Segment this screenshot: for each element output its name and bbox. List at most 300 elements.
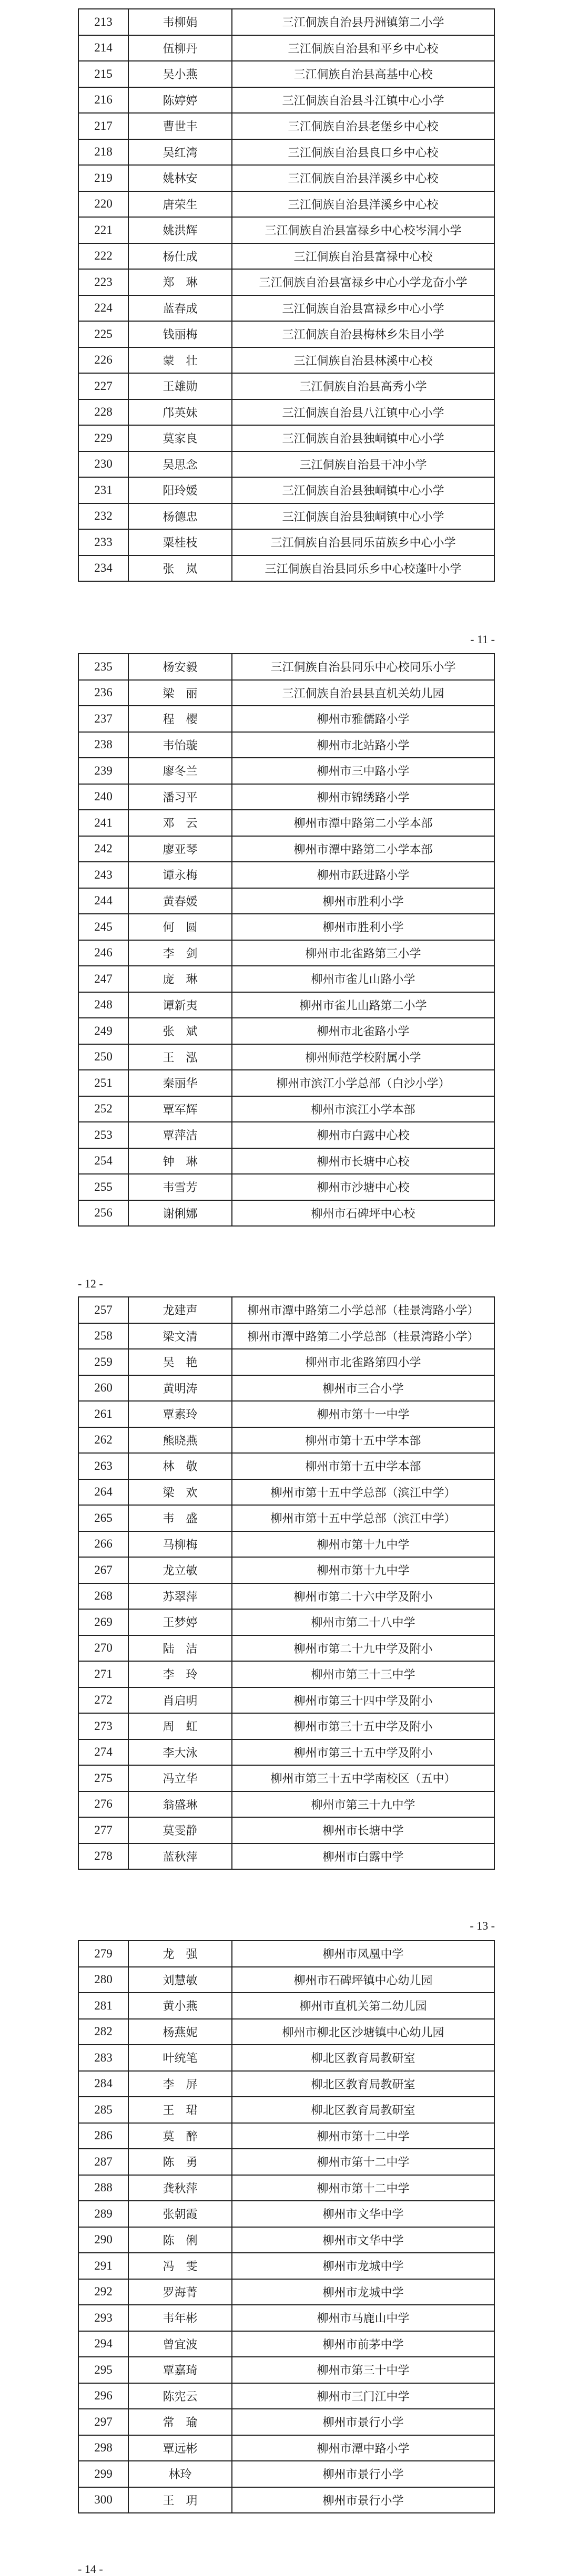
- row-number: 242: [78, 836, 128, 862]
- teacher-name: 覃萍洁: [128, 1122, 232, 1148]
- row-number: 227: [78, 373, 128, 399]
- school-name: 柳北区教育局教研室: [232, 2071, 494, 2097]
- table-row: [78, 1401, 494, 1427]
- school-name: 柳州市胜利小学: [232, 888, 494, 914]
- row-number: 233: [78, 529, 128, 555]
- teacher-name: 黄春媛: [128, 888, 232, 914]
- row-number: 226: [78, 347, 128, 374]
- teacher-name: 蓝秋萍: [128, 1843, 232, 1870]
- teacher-name: 王雄勋: [128, 373, 232, 399]
- teacher-name: 唐荣生: [128, 191, 232, 218]
- school-name: 三江侗族自治县高秀小学: [232, 373, 494, 399]
- school-name: 柳州师范学校附属小学: [232, 1044, 494, 1070]
- table-row: [78, 2331, 494, 2357]
- table-row: [78, 2253, 494, 2279]
- school-name: 柳州市第二十九中学及附小: [232, 1635, 494, 1662]
- teacher-name: 邝英妹: [128, 399, 232, 426]
- row-number: 277: [78, 1817, 128, 1843]
- school-name: 柳州市第三十三中学: [232, 1661, 494, 1687]
- table-row: [78, 966, 494, 992]
- teacher-name: 王 泓: [128, 1044, 232, 1070]
- row-number: 292: [78, 2279, 128, 2305]
- teacher-name: 张朝霞: [128, 2201, 232, 2227]
- school-name: 三江侗族自治县良口乡中心校: [232, 139, 494, 166]
- table-row: [78, 2123, 494, 2149]
- table-row: [78, 2097, 494, 2123]
- table-row: [78, 2227, 494, 2253]
- school-name: 柳州市沙塘中心校: [232, 1174, 494, 1200]
- page-number: - 12 -: [78, 1277, 103, 1290]
- table-row: [78, 1583, 494, 1610]
- row-number: 267: [78, 1557, 128, 1583]
- school-name: 柳州市北站路小学: [232, 732, 494, 758]
- table-row: [78, 113, 494, 139]
- row-number: 218: [78, 139, 128, 166]
- teacher-name: 莫家良: [128, 425, 232, 451]
- teacher-name: 龙立敏: [128, 1557, 232, 1583]
- school-name: 柳州市锦绣路小学: [232, 784, 494, 810]
- table-row: [78, 2279, 494, 2305]
- teacher-name: 庞 琳: [128, 966, 232, 992]
- teacher-name: 陈宪云: [128, 2383, 232, 2409]
- row-number: 268: [78, 1583, 128, 1610]
- row-number: 261: [78, 1401, 128, 1427]
- table-row: [78, 1375, 494, 1402]
- row-number: 253: [78, 1122, 128, 1148]
- table-row: [78, 2357, 494, 2383]
- row-number: 250: [78, 1044, 128, 1070]
- teacher-name: 王 珺: [128, 2097, 232, 2123]
- school-name: 三江侗族自治县老堡乡中心校: [232, 113, 494, 139]
- row-number: 217: [78, 113, 128, 139]
- teacher-name: 陈 勇: [128, 2149, 232, 2175]
- school-name: 柳州市跃进路小学: [232, 862, 494, 888]
- teacher-name: 韦 盛: [128, 1505, 232, 1531]
- row-number: 254: [78, 1148, 128, 1174]
- table-row: [78, 1323, 494, 1349]
- school-name: 柳州市直机关第二幼儿园: [232, 1993, 494, 2019]
- row-number: 247: [78, 966, 128, 992]
- school-name: 三江侗族自治县梅林乡朱目小学: [232, 321, 494, 347]
- teacher-name: 龙 强: [128, 1941, 232, 1967]
- row-number: 241: [78, 810, 128, 836]
- school-name: 柳州市景行小学: [232, 2409, 494, 2435]
- school-name: 柳州市三中路小学: [232, 758, 494, 784]
- teacher-name: 谭新夷: [128, 992, 232, 1018]
- teacher-name: 何 圆: [128, 914, 232, 940]
- teacher-name: 张 岚: [128, 555, 232, 582]
- teacher-name: 姚林安: [128, 165, 232, 191]
- row-number: 278: [78, 1843, 128, 1870]
- row-number: 288: [78, 2175, 128, 2201]
- school-name: 三江侗族自治县同乐中心校同乐小学: [232, 654, 494, 680]
- school-name: 三江侗族自治县洋溪乡中心校: [232, 165, 494, 191]
- table-row: [78, 1817, 494, 1843]
- table-row: [78, 680, 494, 706]
- teacher-name: 覃素玲: [128, 1401, 232, 1427]
- table-row: [78, 399, 494, 426]
- row-number: 239: [78, 758, 128, 784]
- row-number: 246: [78, 940, 128, 966]
- row-number: 257: [78, 1297, 128, 1323]
- teacher-name: 熊晓燕: [128, 1427, 232, 1454]
- school-name: 柳州市柳北区沙塘镇中心幼儿园: [232, 2019, 494, 2045]
- teacher-name: 蒙 壮: [128, 347, 232, 374]
- school-name: 柳州市第三十四中学及附小: [232, 1687, 494, 1714]
- row-number: 224: [78, 295, 128, 322]
- school-name: 柳州市北雀路第四小学: [232, 1349, 494, 1375]
- school-name: 柳州市第十二中学: [232, 2123, 494, 2149]
- school-name: 柳州市景行小学: [232, 2461, 494, 2487]
- table-row: [78, 9, 494, 35]
- roster-table-page-13: [78, 1296, 495, 1870]
- school-name: 柳州市第三十五中学及附小: [232, 1713, 494, 1739]
- teacher-name: 李 剑: [128, 940, 232, 966]
- row-number: 232: [78, 503, 128, 530]
- table-row: [78, 321, 494, 347]
- table-row: [78, 1557, 494, 1583]
- table-row: [78, 810, 494, 836]
- roster-table-page-14: [78, 1940, 495, 2513]
- table-row: [78, 2409, 494, 2435]
- school-name: 柳州市潭中路第二小学本部: [232, 810, 494, 836]
- school-name: 三江侗族自治县富禄乡中心小学: [232, 295, 494, 322]
- table-row: [78, 451, 494, 478]
- row-number: 263: [78, 1453, 128, 1479]
- teacher-name: 杨安毅: [128, 654, 232, 680]
- row-number: 283: [78, 2045, 128, 2071]
- row-number: 275: [78, 1765, 128, 1791]
- table-row: [78, 191, 494, 218]
- teacher-name: 曾宜波: [128, 2331, 232, 2357]
- table-row: [78, 165, 494, 191]
- row-number: 266: [78, 1531, 128, 1558]
- school-name: 三江侗族自治县洋溪乡中心校: [232, 191, 494, 218]
- school-name: 柳州市第二十八中学: [232, 1609, 494, 1635]
- row-number: 255: [78, 1174, 128, 1200]
- row-number: 287: [78, 2149, 128, 2175]
- teacher-name: 吴红湾: [128, 139, 232, 166]
- school-name: 柳州市三合小学: [232, 1375, 494, 1402]
- table-row: [78, 2175, 494, 2201]
- row-number: 216: [78, 87, 128, 114]
- teacher-name: 陆 洁: [128, 1635, 232, 1662]
- school-name: 三江侗族自治县富禄中心校: [232, 243, 494, 270]
- table-row: [78, 836, 494, 862]
- row-number: 252: [78, 1096, 128, 1122]
- row-number: 296: [78, 2383, 128, 2409]
- row-number: 240: [78, 784, 128, 810]
- table-row: [78, 1427, 494, 1454]
- school-name: 柳州市第三十中学: [232, 2357, 494, 2383]
- teacher-name: 陈 俐: [128, 2227, 232, 2253]
- row-number: 282: [78, 2019, 128, 2045]
- teacher-name: 林 敬: [128, 1453, 232, 1479]
- table-row: [78, 425, 494, 451]
- row-number: 249: [78, 1018, 128, 1044]
- row-number: 223: [78, 269, 128, 295]
- table-row: [78, 888, 494, 914]
- table-row: [78, 477, 494, 503]
- teacher-name: 钱丽梅: [128, 321, 232, 347]
- table-row: [78, 1967, 494, 1993]
- school-name: 三江侗族自治县和平乡中心校: [232, 35, 494, 61]
- school-name: 柳州市第十五中学本部: [232, 1453, 494, 1479]
- school-name: 三江侗族自治县干冲小学: [232, 451, 494, 478]
- row-number: 221: [78, 217, 128, 243]
- teacher-name: 杨德忠: [128, 503, 232, 530]
- table-row: [78, 1479, 494, 1506]
- table-row: [78, 2071, 494, 2097]
- row-number: 286: [78, 2123, 128, 2149]
- row-number: 231: [78, 477, 128, 503]
- teacher-name: 肖启明: [128, 1687, 232, 1714]
- teacher-name: 邓 云: [128, 810, 232, 836]
- school-name: 柳州市第十二中学: [232, 2175, 494, 2201]
- table-row: [78, 2383, 494, 2409]
- table-row: [78, 732, 494, 758]
- table-row: [78, 758, 494, 784]
- roster-table-page-11: [78, 8, 495, 582]
- row-number: 300: [78, 2487, 128, 2513]
- row-number: 248: [78, 992, 128, 1018]
- school-name: 柳州市潭中路第二小学总部（桂景湾路小学）: [232, 1297, 494, 1323]
- teacher-name: 潘习平: [128, 784, 232, 810]
- table-row: [78, 243, 494, 270]
- teacher-name: 李 玲: [128, 1661, 232, 1687]
- school-name: 三江侗族自治县同乐苗族乡中心小学: [232, 529, 494, 555]
- school-name: 柳州市龙城中学: [232, 2279, 494, 2305]
- school-name: 柳州市文华中学: [232, 2227, 494, 2253]
- teacher-name: 李大泳: [128, 1739, 232, 1766]
- row-number: 299: [78, 2461, 128, 2487]
- row-number: 294: [78, 2331, 128, 2357]
- school-name: 柳州市第十一中学: [232, 1401, 494, 1427]
- table-row: [78, 2149, 494, 2175]
- teacher-name: 陈婷婷: [128, 87, 232, 114]
- teacher-name: 程 樱: [128, 706, 232, 732]
- table-row: [78, 862, 494, 888]
- table-row: [78, 87, 494, 114]
- teacher-name: 梁文清: [128, 1323, 232, 1349]
- table-row: [78, 654, 494, 680]
- school-name: 柳州市雀儿山路小学: [232, 966, 494, 992]
- table-row: [78, 1200, 494, 1227]
- table-row: [78, 1148, 494, 1174]
- table-row: [78, 940, 494, 966]
- row-number: 256: [78, 1200, 128, 1227]
- row-number: 293: [78, 2305, 128, 2331]
- row-number: 243: [78, 862, 128, 888]
- teacher-name: 冯立华: [128, 1765, 232, 1791]
- row-number: 271: [78, 1661, 128, 1687]
- school-name: 三江侗族自治县丹洲镇第二小学: [232, 9, 494, 35]
- table-row: [78, 373, 494, 399]
- school-name: 柳州市滨江小学本部: [232, 1096, 494, 1122]
- row-number: 270: [78, 1635, 128, 1662]
- table-row: [78, 2019, 494, 2045]
- teacher-name: 莫雯静: [128, 1817, 232, 1843]
- school-name: 三江侗族自治县同乐乡中心校蓬叶小学: [232, 555, 494, 582]
- school-name: 柳州市龙城中学: [232, 2253, 494, 2279]
- row-number: 290: [78, 2227, 128, 2253]
- table-row: [78, 139, 494, 166]
- teacher-name: 廖亚琴: [128, 836, 232, 862]
- table-row: [78, 1349, 494, 1375]
- table-row: [78, 2201, 494, 2227]
- table-row: [78, 1687, 494, 1714]
- school-name: 三江侗族自治县斗江镇中心小学: [232, 87, 494, 114]
- row-number: 298: [78, 2435, 128, 2461]
- row-number: 213: [78, 9, 128, 35]
- row-number: 258: [78, 1323, 128, 1349]
- teacher-name: 粟桂枝: [128, 529, 232, 555]
- table-row: [78, 784, 494, 810]
- page-number: - 14 -: [78, 2562, 103, 2575]
- teacher-name: 吴小燕: [128, 61, 232, 87]
- row-number: 262: [78, 1427, 128, 1454]
- school-name: 柳州市第十二中学: [232, 2149, 494, 2175]
- teacher-name: 刘慧敏: [128, 1967, 232, 1993]
- table-row: [78, 347, 494, 374]
- teacher-name: 伍柳丹: [128, 35, 232, 61]
- row-number: 237: [78, 706, 128, 732]
- row-number: 234: [78, 555, 128, 582]
- school-name: 柳州市前茅中学: [232, 2331, 494, 2357]
- table-row: [78, 1297, 494, 1323]
- table-row: [78, 1531, 494, 1558]
- teacher-name: 龚秋萍: [128, 2175, 232, 2201]
- school-name: 柳州市第十九中学: [232, 1557, 494, 1583]
- table-row: [78, 1505, 494, 1531]
- table-row: [78, 1070, 494, 1096]
- row-number: 214: [78, 35, 128, 61]
- table-row: [78, 1174, 494, 1200]
- teacher-name: 马柳梅: [128, 1531, 232, 1558]
- teacher-name: 张 斌: [128, 1018, 232, 1044]
- school-name: 柳州市第三十九中学: [232, 1791, 494, 1818]
- table-row: [78, 1635, 494, 1662]
- table-row: [78, 1713, 494, 1739]
- table-row: [78, 555, 494, 582]
- school-name: 三江侗族自治县富禄乡中心小学龙奋小学: [232, 269, 494, 295]
- teacher-name: 叶统笔: [128, 2045, 232, 2071]
- school-name: 三江侗族自治县县直机关幼儿园: [232, 680, 494, 706]
- row-number: 279: [78, 1941, 128, 1967]
- school-name: 柳州市第二十六中学及附小: [232, 1583, 494, 1610]
- row-number: 280: [78, 1967, 128, 1993]
- school-name: 柳州市潭中路第二小学本部: [232, 836, 494, 862]
- row-number: 295: [78, 2357, 128, 2383]
- school-name: 柳州市三门江中学: [232, 2383, 494, 2409]
- teacher-name: 覃军辉: [128, 1096, 232, 1122]
- row-number: 244: [78, 888, 128, 914]
- teacher-name: 王梦婷: [128, 1609, 232, 1635]
- teacher-name: 姚洪辉: [128, 217, 232, 243]
- teacher-name: 冯 雯: [128, 2253, 232, 2279]
- table-row: [78, 1993, 494, 2019]
- teacher-name: 韦怡璇: [128, 732, 232, 758]
- teacher-name: 杨燕妮: [128, 2019, 232, 2045]
- school-name: 柳州市白露中心校: [232, 1122, 494, 1148]
- school-name: 柳州市文华中学: [232, 2201, 494, 2227]
- teacher-name: 梁 丽: [128, 680, 232, 706]
- table-row: [78, 2435, 494, 2461]
- table-row: [78, 992, 494, 1018]
- table-row: [78, 503, 494, 530]
- teacher-name: 黄小燕: [128, 1993, 232, 2019]
- school-name: 柳州市长塘中心校: [232, 1148, 494, 1174]
- teacher-name: 郑 琳: [128, 269, 232, 295]
- roster-table-page-12: [78, 653, 495, 1227]
- table-row: [78, 1609, 494, 1635]
- row-number: 297: [78, 2409, 128, 2435]
- school-name: 柳州市马鹿山中学: [232, 2305, 494, 2331]
- teacher-name: 莫 醉: [128, 2123, 232, 2149]
- teacher-name: 吴 艳: [128, 1349, 232, 1375]
- school-name: 柳州市第三十五中学南校区（五中）: [232, 1765, 494, 1791]
- school-name: 三江侗族自治县独峒镇中心小学: [232, 503, 494, 530]
- school-name: 柳州市第十五中学本部: [232, 1427, 494, 1454]
- school-name: 柳州市石碑坪中心校: [232, 1200, 494, 1227]
- school-name: 柳北区教育局教研室: [232, 2045, 494, 2071]
- teacher-name: 韦柳娟: [128, 9, 232, 35]
- row-number: 289: [78, 2201, 128, 2227]
- school-name: 柳北区教育局教研室: [232, 2097, 494, 2123]
- school-name: 柳州市滨江小学总部（白沙小学）: [232, 1070, 494, 1096]
- row-number: 281: [78, 1993, 128, 2019]
- teacher-name: 曹世丰: [128, 113, 232, 139]
- table-row: [78, 269, 494, 295]
- teacher-name: 覃嘉琦: [128, 2357, 232, 2383]
- row-number: 251: [78, 1070, 128, 1096]
- teacher-name: 罗海菁: [128, 2279, 232, 2305]
- school-name: 柳州市潭中路小学: [232, 2435, 494, 2461]
- row-number: 238: [78, 732, 128, 758]
- row-number: 276: [78, 1791, 128, 1818]
- teacher-name: 蓝春成: [128, 295, 232, 322]
- row-number: 274: [78, 1739, 128, 1766]
- school-name: 柳州市潭中路第二小学总部（桂景湾路小学）: [232, 1323, 494, 1349]
- teacher-name: 黄明涛: [128, 1375, 232, 1402]
- teacher-name: 谢俐娜: [128, 1200, 232, 1227]
- teacher-name: 王 玥: [128, 2487, 232, 2513]
- teacher-name: 龙建声: [128, 1297, 232, 1323]
- row-number: 291: [78, 2253, 128, 2279]
- table-row: [78, 1122, 494, 1148]
- row-number: 225: [78, 321, 128, 347]
- row-number: 273: [78, 1713, 128, 1739]
- teacher-name: 钟 琳: [128, 1148, 232, 1174]
- table-row: [78, 1096, 494, 1122]
- row-number: 272: [78, 1687, 128, 1714]
- row-number: 269: [78, 1609, 128, 1635]
- table-row: [78, 61, 494, 87]
- row-number: 220: [78, 191, 128, 218]
- row-number: 285: [78, 2097, 128, 2123]
- table-row: [78, 1661, 494, 1687]
- teacher-name: 秦丽华: [128, 1070, 232, 1096]
- teacher-name: 吴思念: [128, 451, 232, 478]
- school-name: 柳州市白露中学: [232, 1843, 494, 1870]
- row-number: 230: [78, 451, 128, 478]
- row-number: 260: [78, 1375, 128, 1402]
- table-row: [78, 35, 494, 61]
- table-row: [78, 1018, 494, 1044]
- school-name: 柳州市胜利小学: [232, 914, 494, 940]
- school-name: 柳州市北雀路第三小学: [232, 940, 494, 966]
- table-row: [78, 706, 494, 732]
